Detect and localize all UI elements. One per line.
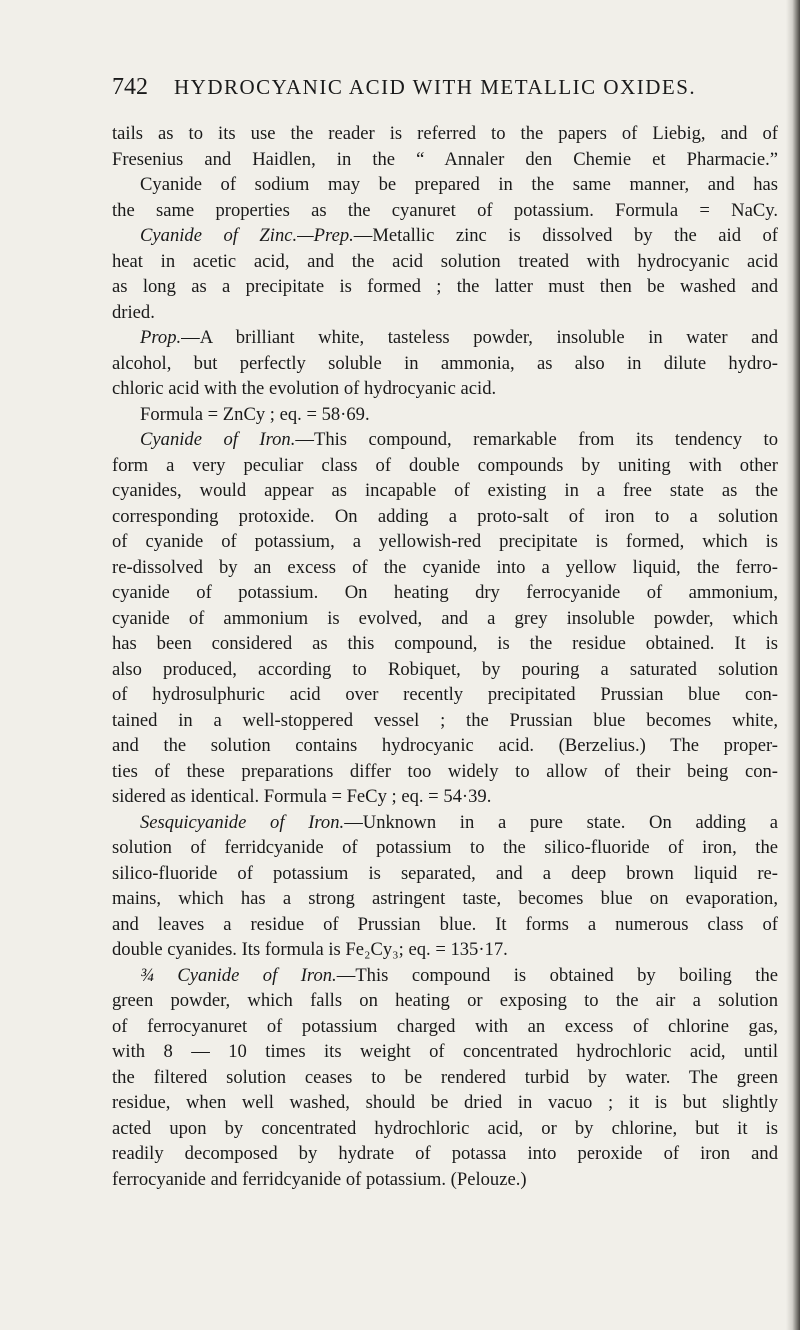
text-line [112, 529, 778, 555]
text-line [112, 810, 778, 836]
text-line [112, 631, 778, 657]
text-segment: silico-fluoride of potassium is separated, and a deep brown liquid re- [112, 862, 778, 884]
text-line [112, 300, 778, 326]
text-segment: tails as to its use the reader is referred to the papers of Liebig, and of [112, 123, 778, 144]
italic-heading: Prop. [140, 327, 182, 348]
text-segment: and leaves a residue of Prussian blue. It forms a numerous class of [112, 913, 778, 935]
italic-heading: Cyanide of Iron. [140, 429, 296, 450]
text-segment: sidered as identical. Formula = FeCy ; eq. = 54·39. [112, 786, 492, 807]
text-line [112, 376, 778, 402]
text-line [112, 1065, 778, 1091]
text-line [112, 147, 778, 173]
text-line [112, 121, 778, 147]
text-segment: cyanide of ammonium is evolved, and a grey insoluble powder, which [112, 607, 778, 629]
text-line [112, 708, 778, 734]
text-line [112, 1167, 778, 1193]
text-line [112, 402, 778, 428]
text-segment: Cyanide of sodium may be prepared in the same manner, and has [140, 174, 778, 195]
text-segment: the same properties as the cyanuret of potassium. Formula = NaCy. [112, 199, 778, 221]
text-line [112, 580, 778, 606]
text-segment: of ferrocyanuret of potassium charged with an excess of chlorine gas, [112, 1015, 778, 1037]
text-segment: of cyanide of potassium, a yellowish-red precipitate is formed, which is [112, 531, 778, 552]
text-segment: heat in acetic acid, and the acid solution treated with hydrocyanic acid [112, 250, 778, 272]
text-segment: as long as a precipitate is formed ; the latter must then be washed and [112, 276, 778, 297]
text-line [112, 1014, 778, 1040]
text-segment: —This compound, remarkable from its tendency to [295, 429, 778, 450]
text-segment: ties of these preparations differ too widely to allow of their being con- [112, 760, 778, 782]
text-segment: corresponding protoxide. On adding a proto-salt of iron to a solution [112, 505, 778, 527]
text-segment: tained in a well-stoppered vessel ; the Prussian blue becomes white, [112, 709, 778, 731]
text-segment: dried. [112, 301, 155, 323]
text-line [112, 555, 778, 581]
text-segment: with 8 — 10 times its weight of concentrated hydrochloric acid, until [112, 1041, 778, 1062]
text-segment: —Metallic zinc is dissolved by the aid of [353, 225, 778, 246]
text-segment: Formula = ZnCy ; eq. = 58·69. [140, 403, 370, 425]
text-line [112, 274, 778, 300]
text-segment: —Unknown in a pure state. On adding a [344, 811, 778, 833]
body-text [112, 121, 778, 1192]
italic-heading: Sesquicyanide of Iron. [140, 811, 345, 833]
page-binding-edge [786, 0, 800, 1330]
text-line [112, 733, 778, 759]
text-line [112, 198, 778, 224]
text-segment: cyanides, would appear as incapable of existing in a free state as the [112, 480, 778, 501]
text-line [112, 912, 778, 938]
italic-heading: Cyanide of Zinc.—Prep. [140, 225, 354, 246]
page-number: 742 [112, 74, 148, 100]
italic-heading: ¾ Cyanide of Iron. [140, 964, 337, 986]
text-segment: solution of ferridcyanide of potassium to the silico-fluoride of iron, the [112, 837, 778, 858]
text-segment: also produced, according to Robiquet, by pouring a saturated solution [112, 658, 778, 680]
text-line [112, 1116, 778, 1142]
text-segment: —This compound is obtained by boiling the [336, 964, 778, 986]
text-segment: green powder, which falls on heating or exposing to the air a solution [112, 990, 778, 1011]
text-line [112, 937, 778, 963]
text-segment: mains, which has a strong astringent taste, becomes blue on evaporation, [112, 888, 778, 909]
text-line [112, 606, 778, 632]
text-line [112, 478, 778, 504]
running-title: HYDROCYANIC ACID WITH METALLIC OXIDES. [174, 75, 697, 99]
text-line [112, 963, 778, 989]
text-segment: cyanide of potassium. On heating dry ferrocyanide of ammonium, [112, 582, 778, 603]
text-segment: re-dissolved by an excess of the cyanide into a yellow liquid, the ferro- [112, 556, 778, 578]
text-segment: ferrocyanide and ferridcyanide of potassium. (Pelouze.) [112, 1168, 527, 1190]
text-line [112, 861, 778, 887]
text-line [112, 1141, 778, 1167]
text-line [112, 835, 778, 861]
text-line [112, 759, 778, 785]
text-line [112, 1039, 778, 1065]
text-segment: readily decomposed by hydrate of potassa into peroxide of iron and [112, 1143, 778, 1164]
text-segment: alcohol, but perfectly soluble in ammonia, as also in dilute hydro- [112, 352, 778, 374]
text-line [112, 886, 778, 912]
text-segment: chloric acid with the evolution of hydrocyanic acid. [112, 378, 497, 399]
text-segment: form a very peculiar class of double compounds by uniting with other [112, 454, 778, 476]
text-line [112, 351, 778, 377]
text-segment: of hydrosulphuric acid over recently precipitated Prussian blue con- [112, 684, 778, 705]
text-line [112, 682, 778, 708]
text-line [112, 453, 778, 479]
text-segment: the filtered solution ceases to be rendered turbid by water. The green [112, 1066, 778, 1088]
text-segment: acted upon by concentrated hydrochloric acid, or by chlorine, but it is [112, 1117, 778, 1139]
text-segment: Fresenius and Haidlen, in the “ Annaler den Chemie et Pharmacie.” [112, 148, 778, 170]
text-line [112, 988, 778, 1014]
text-line [112, 223, 778, 249]
text-line [112, 504, 778, 530]
text-segment: has been considered as this compound, is the residue obtained. It is [112, 633, 778, 654]
text-segment: —A brilliant white, tasteless powder, insoluble in water and [181, 327, 778, 348]
text-segment: residue, when well washed, should be dried in vacuo ; it is but slightly [112, 1092, 778, 1113]
text-line [112, 784, 778, 810]
text-line [112, 427, 778, 453]
text-line [112, 172, 778, 198]
text-segment: and the solution contains hydrocyanic acid. (Berzelius.) The proper- [112, 735, 778, 756]
text-segment: double cyanides. Its formula is Fe₂Cy₃; eq. = 135·17. [112, 939, 508, 960]
text-line [112, 657, 778, 683]
text-line [112, 325, 778, 351]
text-line [112, 1090, 778, 1116]
running-head [112, 74, 712, 110]
text-line [112, 249, 778, 275]
